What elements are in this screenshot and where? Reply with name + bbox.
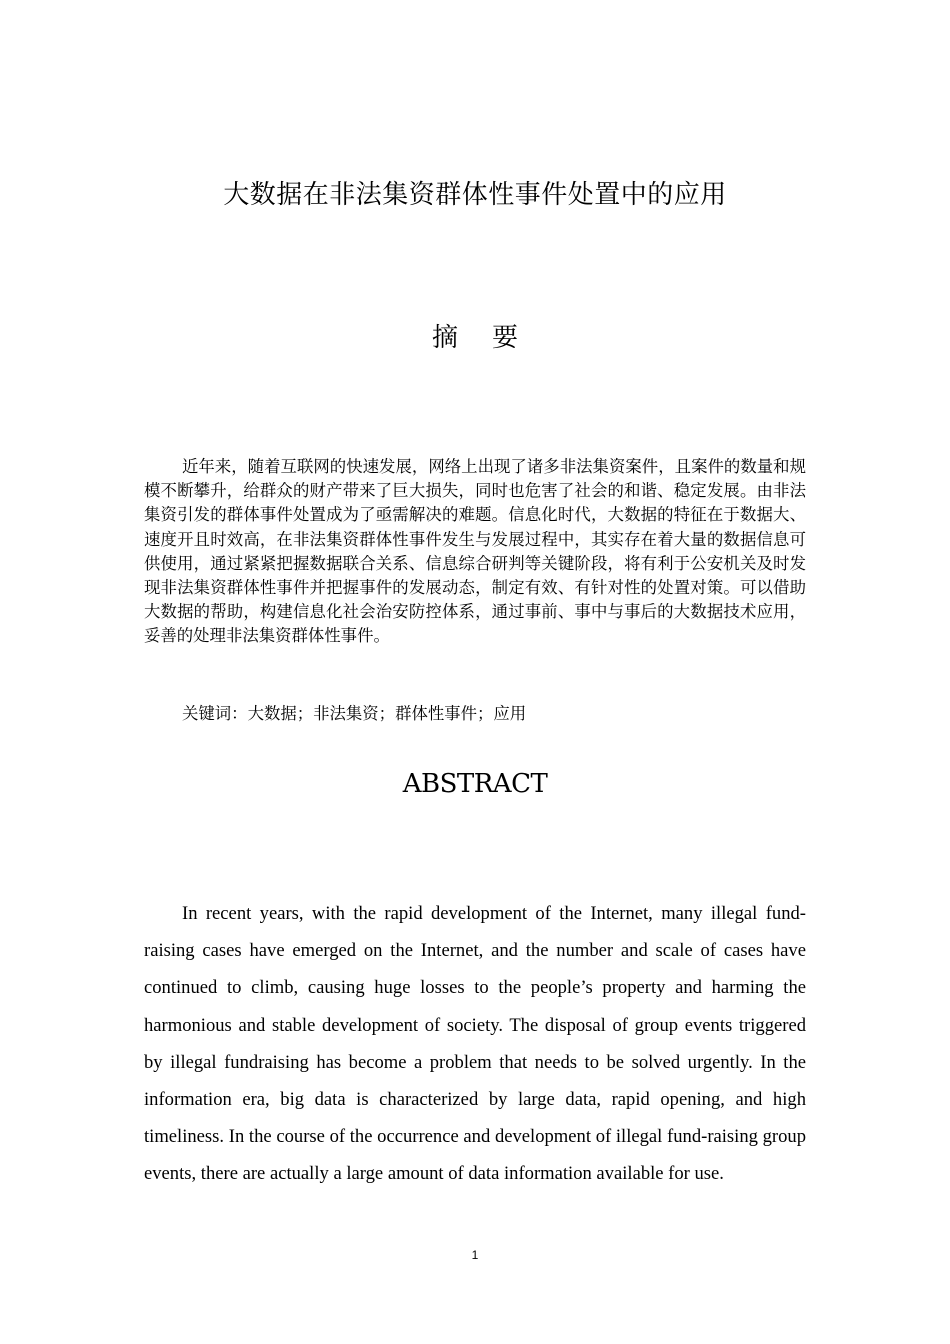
abstract-en-body: In recent years, with the rapid development of the Internet, many illegal fund-raising cases have emerged on the Internet, and the number and scale of cases have continued to climb, causing huge losses to the people’s property and harming the harmonious and stable development of society. The disposal of group events triggered by illegal fundraising has become a problem that needs to be solved urgently. In the information era, big data is characterized by large data, rapid opening, and high timeliness. In the course of the occurrence and development of illegal fund-raising group events, there are actually a large amount of data information available for use.	[144, 903, 806, 1185]
keywords-label: 关键词：	[182, 704, 248, 723]
keywords-line	[182, 702, 806, 726]
abstract-zh-body: 近年来，随着互联网的快速发展，网络上出现了诸多非法集资案件，且案件的数量和规模不断攀升，给群众的财产带来了巨大损失，同时也危害了社会的和谐、稳定发展。由非法集资引发的群体事件处置成为了亟需解决的难题。信息化时代，大数据的特征在于数据大、速度开且时效高，在非法集资群体性事件发生与发展过程中，其实存在着大量的数据信息可供使用，通过紧紧把握数据联合关系、信息综合研判等关键阶段，将有利于公安机关及时发现非法集资群体性事件并把握事件的发展动态，制定有效、有针对性的处置对策。可以借助大数据的帮助，构建信息化社会治安防控体系，通过事前、事中与事后的大数据技术应用，妥善的处理非法集资群体性事件。	[144, 457, 806, 646]
abstract-en-heading: ABSTRACT	[402, 769, 548, 799]
document-title: 大数据在非法集资群体性事件处置中的应用	[223, 180, 727, 210]
page-number: 1	[471, 1248, 479, 1262]
keywords-list: 大数据；非法集资；群体性事件；应用	[247, 704, 527, 723]
abstract-zh-heading: 摘要	[431, 323, 552, 353]
